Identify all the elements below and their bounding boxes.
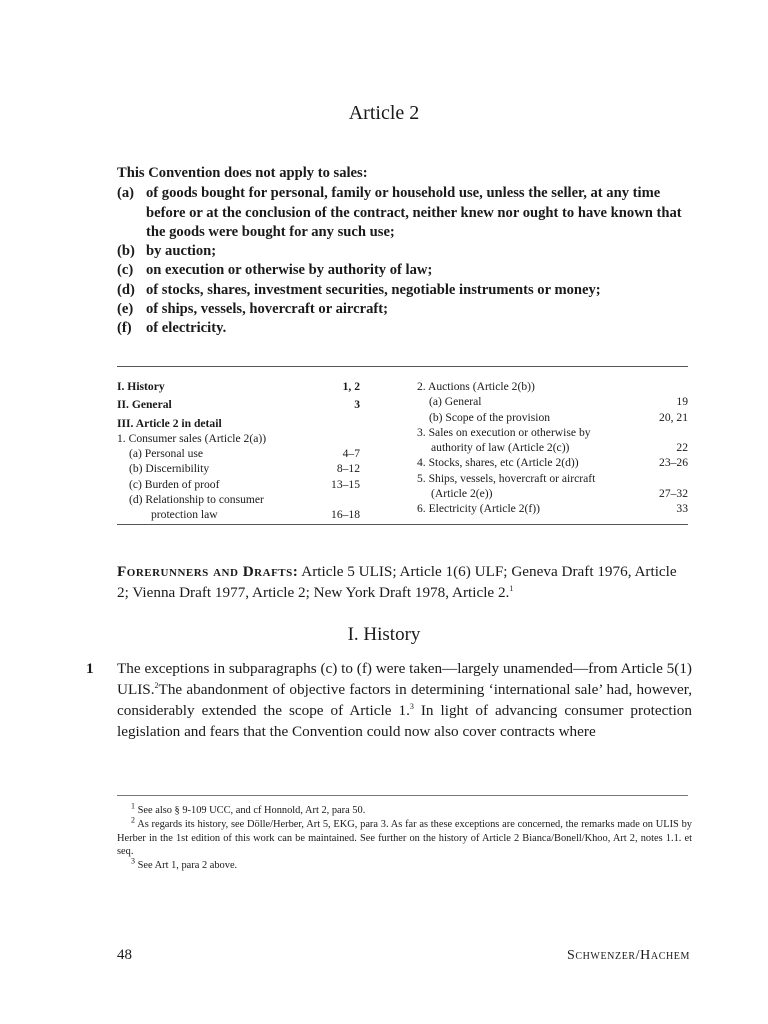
footnote-text: See also § 9-109 UCC, and cf Honnold, Art 2, para 50.: [137, 805, 366, 816]
toc-entry: [117, 446, 360, 461]
section-heading: I. History: [347, 624, 421, 645]
toc-entry: [417, 455, 688, 470]
toc-top-rule: [117, 366, 688, 367]
provision-item-label: (a): [117, 185, 135, 202]
footnote-text: As regards its history, see Dölle/Herber, Art 5, EKG, para 3. As far as these exceptions are concerned, the remarks made on ULIS by Herber in the 1st edition of this work can be maintained. See further on the history of Article 2 Bianca/Bonell/Khoo, Art 2, notes 1.1. et seq.: [117, 818, 692, 858]
toc-entry-text: I. History: [117, 380, 165, 393]
toc-entry: [417, 379, 688, 394]
toc-entry-text: (a) General: [429, 395, 482, 409]
toc-entry: [417, 410, 688, 425]
toc-entry-paras: 13–15: [331, 477, 360, 491]
toc-entry-paras: 20, 21: [659, 410, 688, 424]
toc-entry-paras: 4–7: [342, 447, 360, 461]
footnote-mark: 1: [131, 801, 135, 811]
page-number: 48: [117, 947, 132, 963]
toc-entry-text: (a) Personal use: [129, 447, 204, 461]
toc-entry-text: (c) Burden of proof: [129, 477, 220, 491]
toc-entry: [417, 425, 688, 440]
provision-item-text: of ships, vessels, hovercraft or aircraft;: [146, 301, 388, 318]
footnote: [117, 801, 692, 818]
provision-item-label: (e): [117, 301, 134, 318]
paragraph-text: In light of advancing consumer protection legislation and fears that the Convention could now also cover contracts where: [117, 702, 692, 740]
forerunners-label: Forerunners and Drafts:: [117, 563, 299, 580]
provision-item: [117, 184, 697, 242]
provision-item-text: of electricity.: [146, 320, 227, 337]
provision-item: [117, 281, 697, 300]
provision-item-text: of stocks, shares, investment securities, negotiable instruments or money;: [146, 281, 601, 298]
toc-entry-text: 5. Ships, vessels, hovercraft or aircraft: [417, 471, 596, 485]
forerunners-and-drafts: [117, 561, 692, 603]
provision-item: [117, 300, 697, 319]
footnote: [117, 856, 692, 873]
paragraph-text: The exceptions in subparagraphs (c) to (f) were taken—largely unamended—from Article 5(1) ULIS.: [117, 660, 692, 698]
margin-number: 1: [86, 660, 94, 677]
toc-entry-text: authority of law (Article 2(c)): [431, 441, 570, 455]
toc-entry-text: 4. Stocks, shares, etc (Article 2(d)): [417, 456, 579, 470]
provision-item-text: of goods bought for personal, family or household use, unless the seller, at any time before or at the conclusion of the contract, neither knew nor ought to have known that the goods were bought for any such use;: [146, 185, 682, 240]
paragraph-text: The abandonment of objective factors in determining ‘international sale’ had, however, considerably extended the scope of Article 1.: [117, 681, 692, 719]
toc-entry: [117, 416, 360, 431]
toc-entry-text: (d) Relationship to consumer: [129, 493, 264, 507]
toc-entry: [417, 440, 688, 455]
toc-entry-paras: 3: [354, 398, 360, 412]
toc-entry-text: 2. Auctions (Article 2(b)): [417, 380, 535, 393]
toc-entry-text: protection law: [151, 508, 218, 522]
toc-entry-paras: 16–18: [331, 508, 360, 522]
toc-entry-paras: 27–32: [659, 487, 688, 501]
provision-item-label: (f): [117, 320, 132, 337]
toc-entry: [417, 471, 688, 486]
toc-entry-paras: 1, 2: [342, 380, 360, 393]
toc-entry: [117, 431, 360, 446]
toc-entry: [117, 397, 360, 412]
footnote-reference[interactable]: 3: [409, 701, 414, 711]
toc-left-column: [117, 379, 360, 523]
toc-entry-text: (b) Discernibility: [129, 462, 210, 476]
footnote-mark: 2: [131, 815, 135, 825]
toc-right-column: [417, 379, 688, 517]
toc-entry-text: (b) Scope of the provision: [429, 410, 551, 424]
toc-entry-paras: 23–26: [659, 456, 688, 470]
provision-intro: This Convention does not apply to sales:: [117, 165, 368, 181]
provision-item-text: by auction;: [146, 243, 217, 260]
toc-entry: [417, 501, 688, 516]
toc-entry-paras: 19: [676, 395, 688, 409]
toc-entry-text: 6. Electricity (Article 2(f)): [417, 502, 540, 516]
toc-bottom-rule: [117, 524, 688, 525]
toc-entry-paras: 8–12: [336, 462, 360, 476]
footnotes: [117, 801, 692, 873]
provision-item-text: on execution or otherwise by authority of law;: [146, 262, 433, 279]
toc-entry-text: 1. Consumer sales (Article 2(a)): [117, 431, 267, 445]
toc-entry-text: 3. Sales on execution or otherwise by: [417, 425, 591, 439]
footnote-reference[interactable]: 2: [154, 680, 159, 690]
toc-entry-text: II. General: [117, 398, 172, 412]
toc-entry: [417, 486, 688, 501]
footnote-rule: [117, 795, 688, 796]
provision-item: [117, 261, 697, 280]
forerunners-text: Article 5 ULIS; Article 1(6) ULF; Geneva Draft 1976, Article 2; Vienna Draft 1977, Article 2; New York Draft 1978, Article 2.: [117, 563, 677, 601]
toc-entry: [117, 477, 360, 492]
article-title: Article 2: [348, 102, 420, 124]
provision-item-label: (c): [117, 262, 134, 279]
provision-item-label: (d): [117, 281, 135, 298]
footnote-mark: 3: [131, 856, 135, 866]
footnote: [117, 815, 692, 859]
toc-entry-text: (Article 2(e)): [431, 487, 493, 501]
toc-entry-text: III. Article 2 in detail: [117, 416, 222, 430]
footnote-reference[interactable]: 1: [509, 583, 514, 593]
toc-entry-paras: 22: [676, 441, 688, 455]
toc-entry-paras: 33: [676, 502, 688, 516]
toc-entry: [117, 492, 360, 507]
provision-item: [117, 242, 697, 261]
toc-entry: [117, 379, 360, 394]
running-footer: Schwenzer/Hachem: [566, 948, 690, 963]
toc-entry: [117, 507, 360, 522]
provision-item: [117, 319, 697, 338]
provision-item-label: (b): [117, 243, 135, 260]
article-provision: [117, 164, 697, 339]
footnote-text: See Art 1, para 2 above.: [137, 860, 238, 872]
body-paragraph: [117, 658, 692, 742]
toc-entry: [117, 461, 360, 476]
toc-entry: [417, 394, 688, 409]
